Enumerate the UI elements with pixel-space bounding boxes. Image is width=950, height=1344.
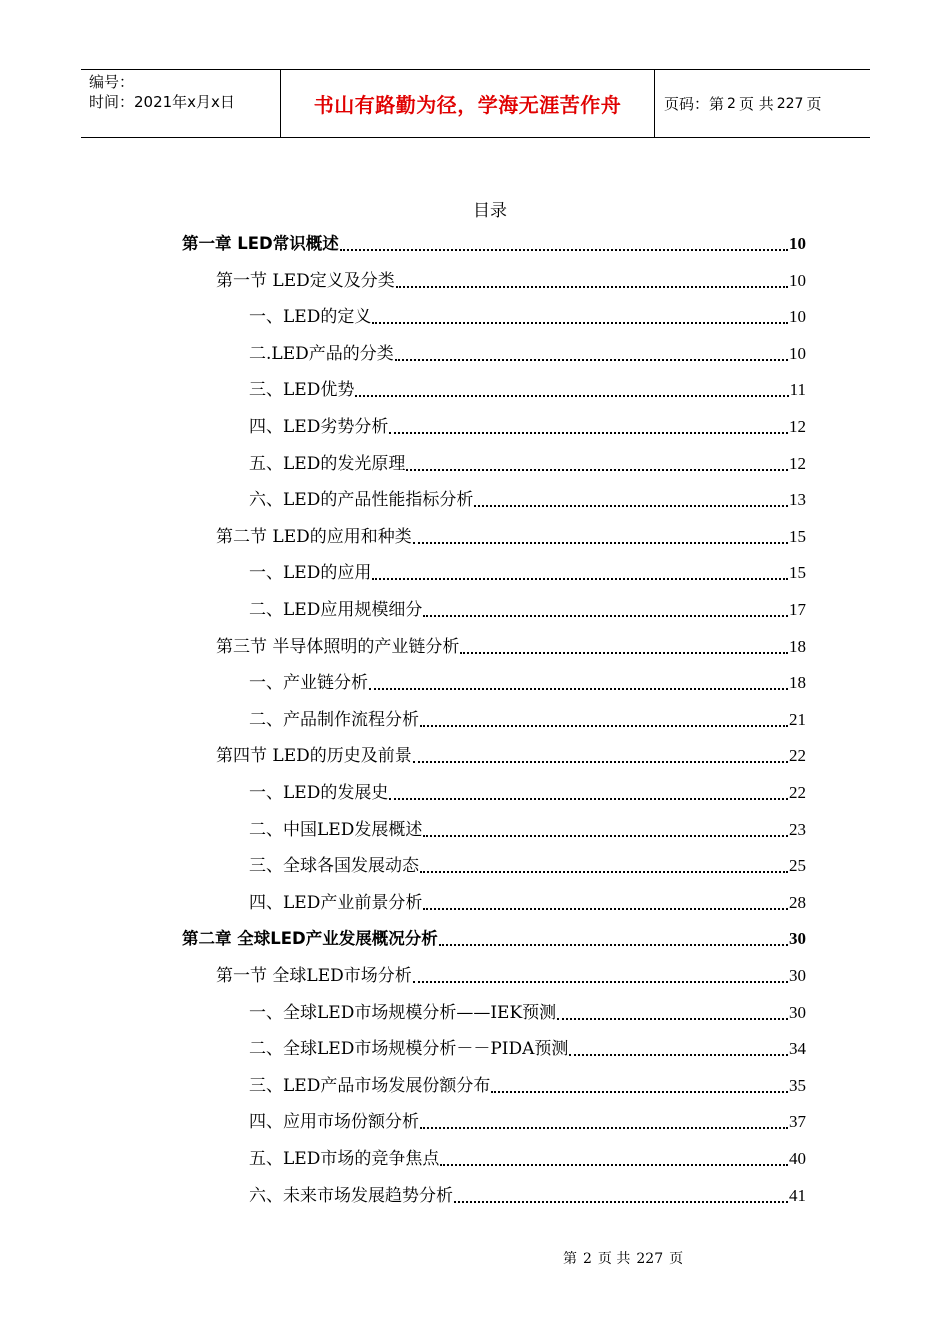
toc-leader-dots xyxy=(420,725,788,727)
toc-entry-label: 第一章 LED常识概述 xyxy=(182,234,339,253)
toc-entry-label: 二、中国LED发展概述 xyxy=(249,819,423,840)
toc-leader-dots xyxy=(423,615,788,617)
toc-entry-page: 28 xyxy=(789,892,806,912)
toc-entry-page: 25 xyxy=(789,856,806,876)
toc-entry-label: 第一节 LED定义及分类 xyxy=(216,270,395,291)
toc-entry[interactable] xyxy=(216,962,806,988)
header-time-label: 时间：2021年x月x日 xyxy=(89,93,235,111)
toc-entry-page: 18 xyxy=(789,673,806,693)
toc-entry-label: 第三节 半导体照明的产业链分析 xyxy=(216,636,460,657)
toc-entry-page: 10 xyxy=(789,343,806,363)
toc-leader-dots xyxy=(460,652,788,654)
toc-leader-dots xyxy=(420,1127,788,1129)
header-page-suffix: 页 xyxy=(806,95,822,113)
toc-entry-page: 18 xyxy=(789,636,806,656)
toc-entry-page: 15 xyxy=(789,563,806,583)
toc-entry[interactable] xyxy=(249,816,806,842)
toc-entry-label: 一、LED的定义 xyxy=(249,307,372,328)
toc-entry[interactable] xyxy=(216,267,806,293)
toc-entry-page: 10 xyxy=(789,307,806,327)
toc-leader-dots xyxy=(557,1018,788,1020)
toc-entry-label: 六、LED的产品性能指标分析 xyxy=(249,490,474,511)
toc-leader-dots xyxy=(439,944,788,946)
toc-entry-label: 三、全球各国发展动态 xyxy=(249,856,419,877)
toc-entry[interactable] xyxy=(249,999,806,1025)
toc-leader-dots xyxy=(406,469,788,471)
header-page-current: 2 xyxy=(727,95,736,112)
toc-entry[interactable] xyxy=(249,450,806,476)
toc-leader-dots xyxy=(369,688,788,690)
toc-entry-page: 35 xyxy=(789,1075,806,1095)
header-motto: 书山有路勤为径，学海无涯苦作舟 xyxy=(281,70,655,137)
toc-leader-dots xyxy=(372,578,788,580)
toc-entry-page: 30 xyxy=(789,1002,806,1022)
toc-entry-page: 17 xyxy=(789,600,806,619)
toc-entry-label: 三、LED优势 xyxy=(249,380,355,401)
footer-total: 227 xyxy=(636,1251,664,1267)
toc-entry[interactable] xyxy=(249,852,806,878)
toc-entry-page: 10 xyxy=(789,270,806,290)
toc-leader-dots xyxy=(413,761,788,763)
toc-entry[interactable] xyxy=(249,303,806,329)
toc-entry-label: 六、未来市场发展趋势分析 xyxy=(249,1185,453,1206)
toc-entry-page: 15 xyxy=(789,526,806,546)
toc-entry-label: 五、LED的发光原理 xyxy=(249,453,406,474)
toc-leader-dots xyxy=(474,505,788,507)
toc-entry[interactable] xyxy=(249,1072,806,1098)
toc-entry-page: 13 xyxy=(789,490,806,510)
footer-current: 2 xyxy=(583,1251,592,1267)
toc-entry[interactable] xyxy=(249,596,806,622)
toc-entry-label: 二、LED应用规模细分 xyxy=(249,600,423,620)
header-page-info xyxy=(655,70,870,137)
toc-leader-dots xyxy=(396,286,788,288)
toc-leader-dots xyxy=(413,981,788,983)
toc-entry-page: 40 xyxy=(789,1149,806,1168)
toc-entry-label: 一、LED的发展史 xyxy=(249,783,389,803)
toc-entry-page: 41 xyxy=(789,1185,806,1205)
toc-entry[interactable] xyxy=(249,1108,806,1134)
toc-entry-page: 30 xyxy=(789,929,806,949)
toc-entry[interactable] xyxy=(182,925,806,951)
toc-entry[interactable] xyxy=(249,1145,806,1171)
toc-entry[interactable] xyxy=(249,779,806,805)
toc-leader-dots xyxy=(395,359,788,361)
header-meta xyxy=(81,70,281,137)
header-page-prefix: 页码：第 xyxy=(664,95,725,113)
toc-entry-label: 第四节 LED的历史及前景 xyxy=(216,746,412,767)
toc-entry-page: 22 xyxy=(789,783,806,802)
toc-entry-page: 12 xyxy=(789,453,806,473)
toc-entry[interactable] xyxy=(249,413,806,439)
toc-entry-label: 二、全球LED市场规模分析－－PIDA预测 xyxy=(249,1039,569,1060)
toc-entry-label: 一、全球LED市场规模分析——IEK预测 xyxy=(249,1002,557,1023)
toc-entry[interactable] xyxy=(249,559,806,585)
toc-entry-label: 第二节 LED的应用和种类 xyxy=(216,526,412,547)
toc-leader-dots xyxy=(440,1164,788,1166)
toc-entry-label: 五、LED市场的竞争焦点 xyxy=(249,1149,440,1169)
toc-entry-page: 10 xyxy=(789,234,806,253)
header-page-total: 227 xyxy=(776,95,804,112)
toc-entry[interactable] xyxy=(216,633,806,659)
footer-prefix: 第 xyxy=(563,1251,577,1267)
toc-entry[interactable] xyxy=(249,669,806,695)
toc-entry-page: 37 xyxy=(789,1112,806,1132)
toc-entry-page: 22 xyxy=(789,746,806,766)
toc-entry-page: 11 xyxy=(789,380,806,400)
toc-entry[interactable] xyxy=(249,486,806,512)
toc-leader-dots xyxy=(420,871,788,873)
toc-entry-label: 三、LED产品市场发展份额分布 xyxy=(249,1075,491,1096)
toc-leader-dots xyxy=(454,1201,788,1203)
toc-entry[interactable] xyxy=(249,889,806,915)
toc-entry[interactable] xyxy=(249,1035,806,1061)
toc-entry-page: 23 xyxy=(789,819,806,839)
toc-leader-dots xyxy=(423,835,788,837)
toc-leader-dots xyxy=(389,432,788,434)
toc-entry[interactable] xyxy=(249,1182,806,1208)
toc-entry[interactable] xyxy=(249,376,806,402)
toc-leader-dots xyxy=(340,249,788,251)
toc-entry[interactable] xyxy=(249,706,806,732)
toc-entry-page: 30 xyxy=(789,966,806,985)
toc-entry-label: 第一节 全球LED市场分析 xyxy=(216,966,412,986)
toc-entry-label: 四、LED产业前景分析 xyxy=(249,892,423,913)
header-number-label: 编号： xyxy=(89,73,135,91)
toc-leader-dots xyxy=(372,322,788,324)
toc-leader-dots xyxy=(423,908,788,910)
toc-leader-dots xyxy=(389,798,788,800)
toc-entry-label: 一、LED的应用 xyxy=(249,563,372,584)
toc-title: 目录 xyxy=(473,201,507,221)
toc-entry-label: 二、产品制作流程分析 xyxy=(249,709,419,730)
toc-entry[interactable] xyxy=(216,742,806,768)
toc-entry-label: 四、LED劣势分析 xyxy=(249,417,389,437)
page-footer xyxy=(563,1248,689,1268)
toc-entry-page: 12 xyxy=(789,417,806,436)
toc-leader-dots xyxy=(355,395,788,397)
toc-entry-page: 21 xyxy=(789,709,806,729)
footer-mid: 页 共 xyxy=(597,1251,631,1267)
toc-entry[interactable] xyxy=(249,340,806,366)
toc-entry-label: 第二章 全球LED产业发展概况分析 xyxy=(182,929,438,949)
footer-suffix: 页 xyxy=(669,1251,684,1267)
toc-entry-label: 二.LED产品的分类 xyxy=(249,343,394,364)
toc-leader-dots xyxy=(569,1054,788,1056)
header-page-mid: 页 共 xyxy=(738,95,774,113)
toc-entry[interactable] xyxy=(216,523,806,549)
toc-entry-label: 一、产业链分析 xyxy=(249,673,368,694)
toc-leader-dots xyxy=(491,1091,788,1093)
toc-leader-dots xyxy=(413,542,788,544)
toc-entry[interactable] xyxy=(182,230,806,256)
toc-entry-label: 四、应用市场份额分析 xyxy=(249,1112,419,1133)
toc-entry-page: 34 xyxy=(789,1039,806,1059)
document-header xyxy=(81,69,870,138)
